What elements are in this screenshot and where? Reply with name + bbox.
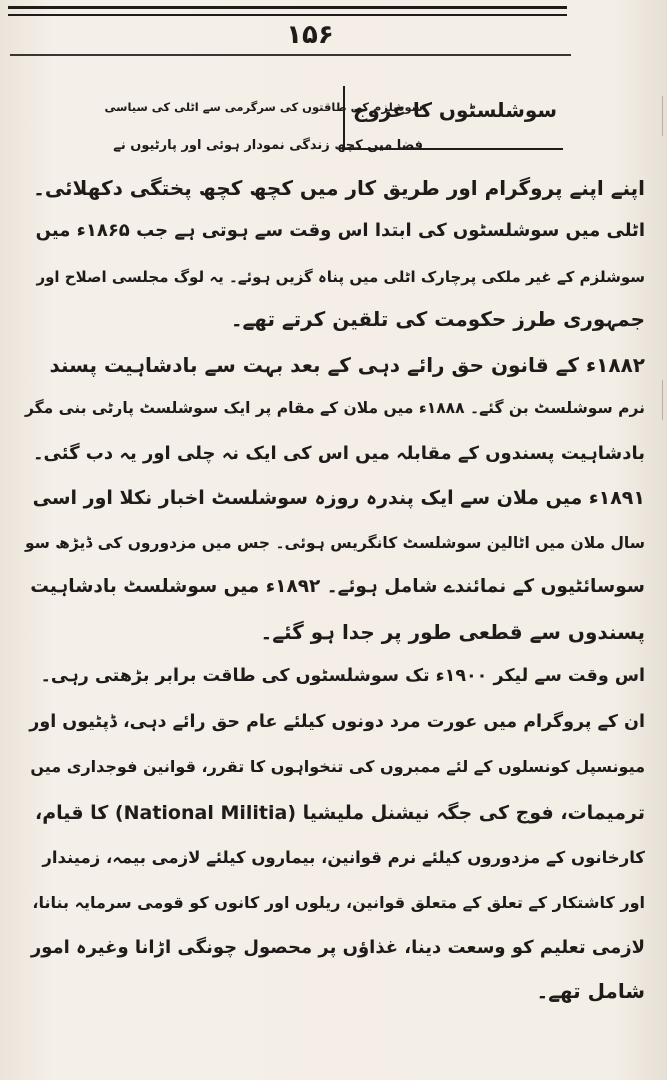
text-line: اپنے اپنے پروگرام اور طریق کار میں کچھ کچھ پختگی دکھلائی۔ bbox=[33, 176, 645, 200]
text-line: ۱۸۸۲ء کے قانون حق رائے دہی کے بعد بہت سے بادشاہیت پسند bbox=[49, 353, 645, 377]
text-line: سوسائٹیوں کے نمائندے شامل ہوئے۔ ۱۸۹۲ء میں سوشلسٹ بادشاہیت bbox=[30, 576, 645, 597]
text-line: جمہوری طرز حکومت کی تلقین کرتے تھے۔ bbox=[230, 307, 645, 331]
text-line: لازمی تعلیم کو وسعت دینا، غذاؤں پر محصول چونگی اڑانا وغیرہ امور bbox=[30, 937, 645, 958]
text-line: اٹلی میں سوشلسٹوں کی ابتدا اس وقت سے ہوتی ہے جب ۱۸۶۵ء میں bbox=[35, 220, 645, 241]
section-heading: سوشلسٹوں کا عروج bbox=[352, 98, 558, 122]
text-line: فضا میں کچھ زندگی نمودار ہوئی اور پارٹیوں نے bbox=[113, 138, 423, 153]
text-line: ان کے پروگرام میں عورت مرد دونوں کیلئے عام حق رائے دہی، ڈپٹیوں اور bbox=[29, 712, 645, 732]
text-line: اور کاشتکار کے تعلق کے متعلق قوانین، ریلوں اور کانوں کو قومی سرمایہ بنانا، bbox=[32, 893, 645, 912]
text-line: اس وقت سے لیکر ۱۹۰۰ء تک سوشلسٹوں کی طاقت برابر بڑھتی رہی۔ bbox=[40, 666, 645, 686]
text-line: سال ملان میں اٹالین سوشلسٹ کانگریس ہوئی۔ جس میں مزدوروں کی ڈیڑھ سو bbox=[24, 534, 645, 552]
text-line: نرم سوشلسٹ بن گئے۔ ۱۸۸۸ء میں ملان کے مقام پر ایک سوشلسٹ پارٹی بنی مگر bbox=[25, 399, 645, 417]
text-line: شامل تھے۔ bbox=[536, 979, 645, 1003]
text-line: ترمیمات، فوج کی جگہ نیشنل ملیشیا (National Militia) کا قیام، bbox=[35, 802, 645, 824]
text-line: بادشاہیت پسندوں کے مقابلہ میں اس کی ایک نہ چلی اور یہ دب گئی۔ bbox=[32, 443, 645, 464]
page-number: ۱۵۶ bbox=[286, 20, 334, 50]
text-line: سوشلزم کی طاقتوں کی سرگرمی سے اٹلی کی سیاسی bbox=[104, 100, 423, 114]
text-line: ۱۸۹۱ء میں ملان سے ایک پندرہ روزہ سوشلسٹ اخبار نکلا اور اسی bbox=[32, 487, 645, 509]
text-line: سوشلزم کے غیر ملکی پرچارک اٹلی میں پناہ گزیں ہوئے۔ یہ لوگ مجلسی اصلاح اور bbox=[36, 268, 645, 286]
text-line: پسندوں سے قطعی طور پر جدا ہو گئے۔ bbox=[260, 620, 645, 644]
text-line: کارخانوں کے مزدوروں کیلئے نرم قوانین، بیماروں کیلئے لازمی بیمہ، زمیندار bbox=[42, 848, 645, 867]
text-line: میونسپل کونسلوں کے لئے ممبروں کی تنخواہوں کا تقرر، قوانین فوجداری میں bbox=[30, 757, 645, 776]
